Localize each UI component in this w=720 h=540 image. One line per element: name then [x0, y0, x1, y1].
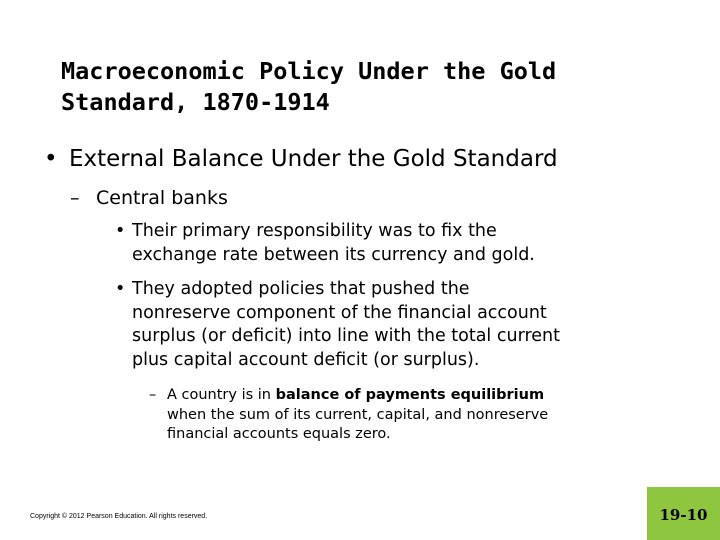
page-number: 19-10	[659, 506, 708, 524]
bullet-level-3-item	[115, 278, 560, 372]
bullet-level-2-text: Central banks	[96, 187, 228, 209]
bullet-dot-icon: •	[115, 221, 126, 241]
bullet-text-line: when the sum of its current, capital, and nonreserve	[167, 406, 549, 423]
bullet-dot-icon: •	[115, 279, 126, 299]
bullet-level-1	[44, 145, 558, 173]
bullet-text-line: Their primary responsibility was to fix the	[132, 221, 497, 241]
bullet-text-line: plus capital account deficit (or surplus).	[132, 349, 480, 370]
bullet-text-line	[149, 386, 548, 406]
bullet-level-3-item	[115, 220, 535, 267]
bullet-dot-icon: •	[44, 146, 58, 172]
page-number-badge	[647, 487, 720, 540]
bullet-level-1-text: External Balance Under the Gold Standard	[69, 146, 558, 172]
bullet-text-line: exchange rate between its currency and gold.	[132, 244, 535, 265]
bullet-level-2	[70, 186, 228, 210]
bullet-dash-icon: –	[149, 387, 157, 403]
bullet-dash-icon: –	[70, 187, 80, 209]
bullet-text-line: They adopted policies that pushed the	[132, 279, 470, 299]
bullet-level-4	[149, 386, 548, 445]
bullet-text-line: nonreserve component of the financial account	[132, 302, 547, 323]
bullet-text-line: surplus (or deficit) into line with the total current	[132, 326, 560, 346]
slide-title	[61, 56, 701, 118]
key-term: balance of payments equilibrium	[275, 387, 545, 403]
bullet-text-prefix: A country is in	[167, 387, 276, 403]
copyright-footer: Copyright © 2012 Pearson Education. All rights reserved.	[30, 513, 208, 520]
slide-title-line-2: Standard, 1870-1914	[61, 88, 330, 116]
slide-title-line-1: Macroeconomic Policy Under the Gold	[61, 57, 557, 85]
bullet-text-line: financial accounts equals zero.	[167, 426, 391, 442]
